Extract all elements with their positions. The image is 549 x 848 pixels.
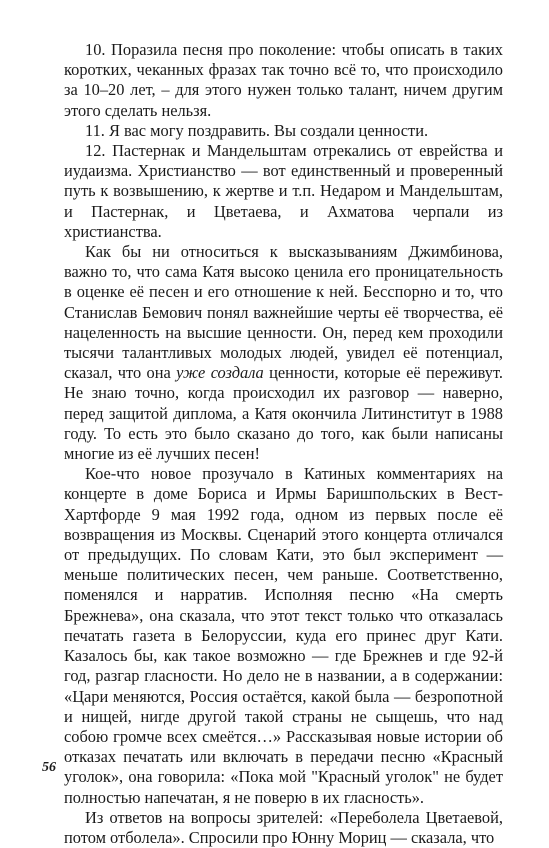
paragraph-dzhimbinov	[64, 242, 503, 464]
emphasis-text: уже создала	[176, 363, 264, 383]
paragraph-item-11: 11. Я вас могу поздравить. Вы создали ценности.	[85, 120, 429, 140]
body-text	[64, 40, 503, 848]
paragraph-text: ценности, которые её переживут. Не знаю точно, когда происходил их разговор — наверно, перед защитой диплома, а Катя окончила Литинститут в 1988 году. То есть это было сказано до того, как были написаны многие из её лучших песен!	[64, 363, 503, 464]
paragraph-item-10: 10. Поразила песня про поколение: чтобы описать в таких коротких, чеканных фразах так точно всё то, что происходило за 10–20 лет, – для этого нужен только талант, ничем другим этого сделать нельзя.	[64, 40, 503, 120]
paragraph-concert: Кое-что новое прозучало в Катиных комментариях на концерте в доме Бориса и Ирмы Баришпольских в Вест-Хартфорде 9 мая 1992 года, одном из первых после её возвращения из Москвы. Сценарий этого концерта отличался от предыдущих. По словам Кати, это был эксперимент — меньше политических песен, чем раньше. Соответственно, поменялся и нарратив. Исполняя песню «На смерть Брежнева», она сказала, что этот текст только что отказалась печатать газета в Белоруссии, куда его принес друг Кати. Казалось бы, как такое возможно — где Брежнев и где 92-й год, разгар гласности. Но дело не в названии, а в содержании: «Цари меняются, Россия остаётся, какой была — безропотной и нищей, нигде другой такой страны не сыщешь, что над собою громче всех смеётся…» Рассказывая новые истории об отказах печатать или включать в передачи песню «Красный уголок», она говорила: «Пока мой "Красный уголок" не будет полностью напечатан, я не поверю в их гласность».	[64, 464, 503, 807]
page-number: 56	[42, 760, 56, 775]
paragraph-text: Как бы ни относиться к высказываниям Джимбинова, важно то, что сама Катя высоко ценила его проницательность в оценке её песен и его отношение к ней. Бесспорно и то, что Станислав Бемович понял важнейшие черты её творчества, её нацеленность на высшие ценности. Он, перед кем проходили тысячи талантливых молодых людей, увидел её потенциал, сказал, что она	[64, 242, 503, 383]
paragraph-item-12: 12. Пастернак и Мандельштам отрекались от еврейства и иудаизма. Христианство — вот единственный и проверенный путь к возвышению, к жертве и т.п. Недаром и Мандельштам, и Пастернак, и Цветаева, и Ахматова черпали из христианства.	[64, 141, 503, 241]
paragraph-questions: Из ответов на вопросы зрителей: «Переболела Цветаевой, потом отболела». Спросили про Юнну Мориц — сказала, что	[64, 807, 503, 847]
